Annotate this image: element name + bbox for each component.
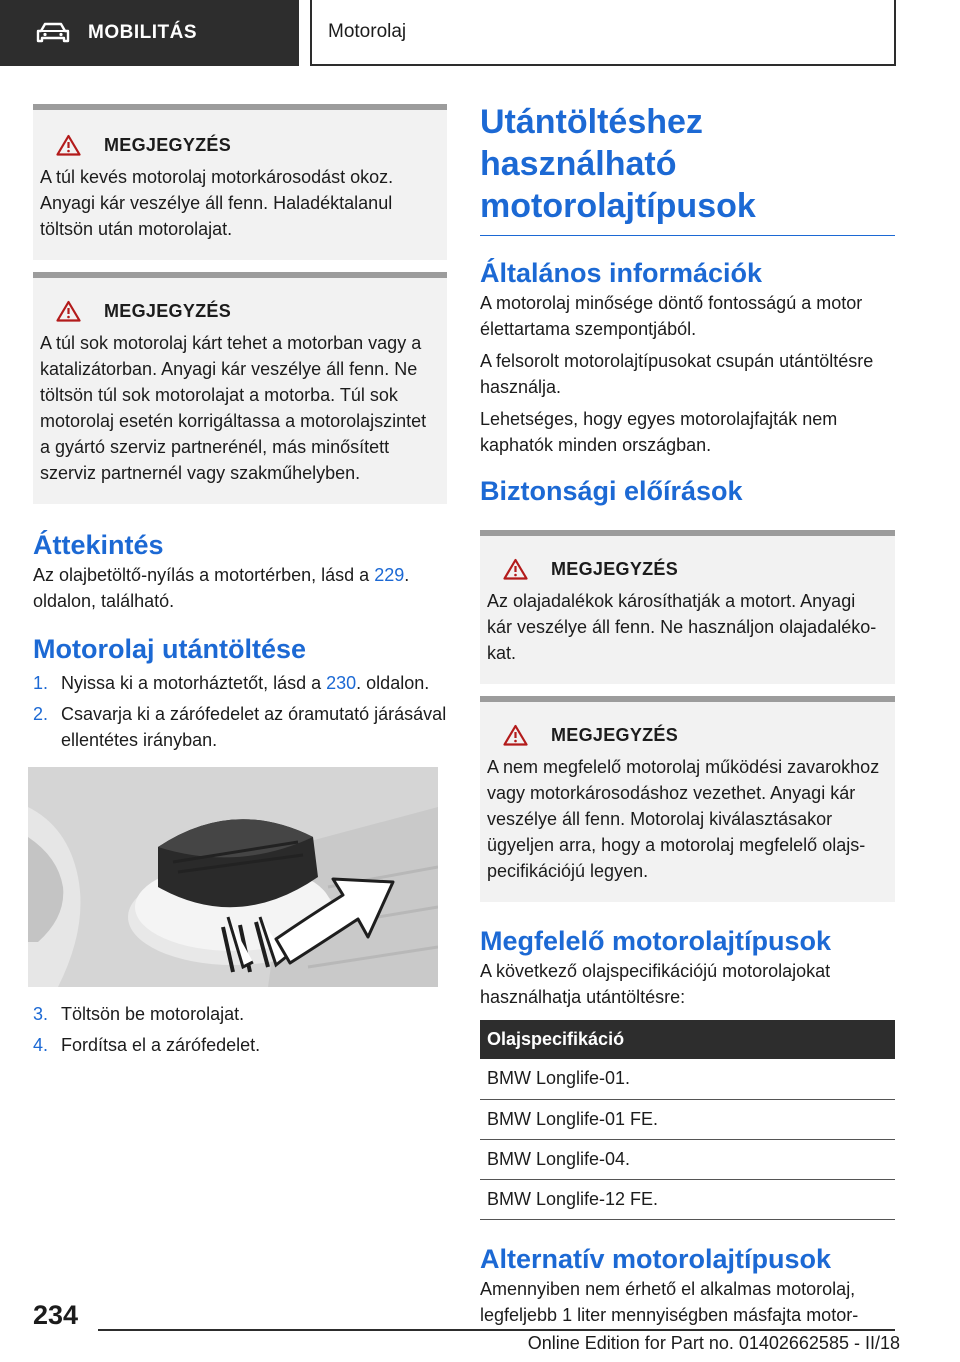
notice-title: MEGJEGYZÉS <box>551 559 679 579</box>
overview-text: Az olajbetöltő-nyílás a motortérben, lásd a 229. oldalon, található. <box>33 565 410 611</box>
notice-low-oil <box>33 104 447 260</box>
refill-steps <box>33 670 447 753</box>
page-number: 234 <box>33 1300 79 1330</box>
notice-text: A túl kevés motorolaj motorkárosodást okoz. Anyagi kár veszélye áll fenn. Haladéktalanul töltsön után motorolajat. <box>40 167 394 239</box>
chapter-label: Motorolaj <box>328 21 407 42</box>
edition-info: Online Edition for Part no. 01402662585 - II/18 <box>527 1333 900 1353</box>
car-icon <box>36 22 70 44</box>
warning-icon <box>56 300 81 322</box>
general-p3: Lehetséges, hogy egyes motorolajfajták nem kaphatók minden országban. <box>480 409 838 455</box>
page-link-229[interactable]: 229 <box>374 565 405 585</box>
notice-title: MEGJEGYZÉS <box>551 725 679 745</box>
oil-spec-table <box>480 1020 895 1220</box>
page-section-title: Utántöltéshez használható motorolajtípusok <box>480 101 895 236</box>
heading-overview: Áttekintés <box>33 530 164 560</box>
warning-icon <box>503 724 528 746</box>
list-item: 3. Töltsön be motorolajat. <box>33 1004 245 1024</box>
chapter-title <box>310 0 896 66</box>
table-row: BMW Longlife-01. <box>480 1059 895 1099</box>
table-row: BMW Longlife-12 FE. <box>480 1179 895 1219</box>
left-column <box>33 104 447 1063</box>
warning-icon <box>56 134 81 156</box>
table-row: BMW Longlife-01 FE. <box>480 1099 895 1139</box>
heading-refill: Motorolaj utántöltése <box>33 634 307 664</box>
notice-title: MEGJEGYZÉS <box>104 301 232 321</box>
notice-text: Az olajadalékok károsíthatják a motort. Anyagi kár veszélye áll fenn. Ne használjon olajadalékokat. <box>487 591 877 663</box>
table-header: Olajspecifikáció <box>480 1020 895 1059</box>
notice-wrong-oil <box>480 696 895 902</box>
warning-icon <box>503 558 528 580</box>
notice-title: MEGJEGYZÉS <box>104 135 232 155</box>
oil-cap-photo <box>28 767 438 987</box>
notice-text: A nem megfelelő motorolaj működési zavarokhoz vagy motorkárosodáshoz vezethet. Anyagi kár veszélye áll fenn. Motorolaj kiválasztásakor ügyeljen arra, hogy a motorolaj megfelelő olajspecifikációjú legyen. <box>487 757 880 881</box>
notice-additives <box>480 530 895 684</box>
alternative-text: Amennyiben nem érhető el alkalmas motorolaj, legfeljebb 1 liter mennyiségben másfajta motor- <box>480 1278 859 1325</box>
table-row: BMW Longlife-04. <box>480 1139 895 1179</box>
suitable-text: A következő olajspecifikációjú motorolajokat használhatja utántöltésre: <box>480 961 831 1007</box>
section-title: MOBILITÁS <box>88 22 197 43</box>
heading-general: Általános információk <box>480 258 763 288</box>
heading-alternative: Alternatív motorolajtípusok <box>480 1243 832 1274</box>
header-section-tab <box>0 0 299 66</box>
general-p1: A motorolaj minősége döntő fontosságú a motor élettartama szempontjából. <box>480 293 863 339</box>
notice-too-much-oil <box>33 272 447 504</box>
page-link-230[interactable]: 230 <box>326 673 357 693</box>
general-p2: A felsorolt motorolajtípusokat csupán utántöltésre használja. <box>480 351 874 397</box>
list-item: 4. Fordítsa el a zárófedelet. <box>33 1035 261 1055</box>
heading-suitable: Megfelelő motorolajtípusok <box>480 926 832 956</box>
heading-safety: Biztonsági előírások <box>480 476 743 506</box>
notice-text: A túl sok motorolaj kárt tehet a motorban vagy a katalizátorban. Anyagi kár veszélye áll fenn. Ne töltsön túl sok motorolajat a motorba. Túl sok motorolaj esetén korrigáltassa a motorolajszintet a gyártó szerviz partnerénél, más minősített szerviz partnernél vagy szakműhelyben. <box>40 333 427 483</box>
refill-steps-continued <box>33 1001 447 1058</box>
list-item: 2. Csavarja ki a zárófedelet az óramutató járásával ellentétes irányban. <box>33 704 447 750</box>
right-column <box>480 104 895 1328</box>
footer-divider <box>98 1329 895 1331</box>
list-item: 1. Nyissa ki a motorháztetőt, lásd a 230. oldalon. <box>33 673 430 693</box>
